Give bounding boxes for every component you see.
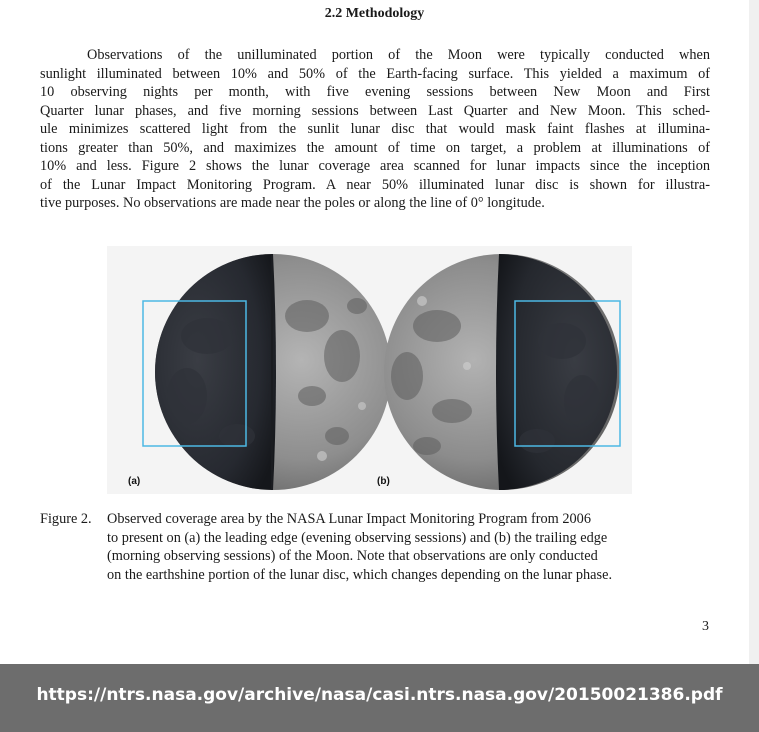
paragraph-line: tive purposes. No observations are made near the poles or along the line of 0° longitude. [40, 195, 545, 211]
figure-2 [107, 246, 632, 494]
section-heading: 2.2 Methodology [324, 6, 425, 21]
paragraph-line: 10 observing nights per month, with five evening sessions between New Moon and First [40, 84, 710, 100]
paragraph-line: sunlight illuminated between 10% and 50% of the Earth-facing surface. This yielded a maximum of [40, 65, 710, 82]
paragraph-line: 10% and less. Figure 2 shows the lunar coverage area scanned for lunar impacts since the inception [40, 158, 710, 174]
moon-a [155, 254, 391, 490]
viewer-edge [749, 0, 759, 664]
caption-lead: Figure 2. [40, 511, 92, 527]
paragraph-line: Quarter lunar phases, and five morning sessions between Last Quarter and New Moon. This sched- [40, 102, 710, 119]
panel-label-b: (b) [377, 476, 390, 487]
page-number: 3 [702, 619, 709, 634]
figure-caption [40, 510, 712, 584]
moon-figure-image [107, 246, 632, 494]
caption-line: (morning observing sessions) of the Moon. Note that observations are only conducted [107, 548, 598, 564]
moon-b [384, 254, 620, 490]
paragraph-line: Observations of the unilluminated portion of the Moon were typically conducted when [87, 47, 710, 63]
caption-line: Observed coverage area by the NASA Lunar Impact Monitoring Program from 2006 [107, 511, 591, 527]
source-footer [0, 664, 759, 732]
paragraph-line: tions greater than 50%, and maximizes the amount of time on target, a problem at illuminations of [40, 139, 710, 156]
caption-line: to present on (a) the leading edge (evening observing sessions) and (b) the trailing edge [107, 529, 608, 546]
paragraph-line: of the Lunar Impact Monitoring Program. A near 50% illuminated lunar disc is shown for illustra- [40, 176, 710, 193]
panel-label-a: (a) [128, 476, 141, 487]
caption-line: on the earthshine portion of the lunar disc, which changes depending on the lunar phase. [107, 566, 613, 583]
paragraph-line: ule minimizes scattered light from the sunlit lunar disc that would mask faint flashes at illumina- [40, 121, 710, 137]
methodology-paragraph [40, 46, 710, 213]
source-url: https://ntrs.nasa.gov/archive/nasa/casi.ntrs.nasa.gov/20150021386.pdf [36, 685, 723, 705]
